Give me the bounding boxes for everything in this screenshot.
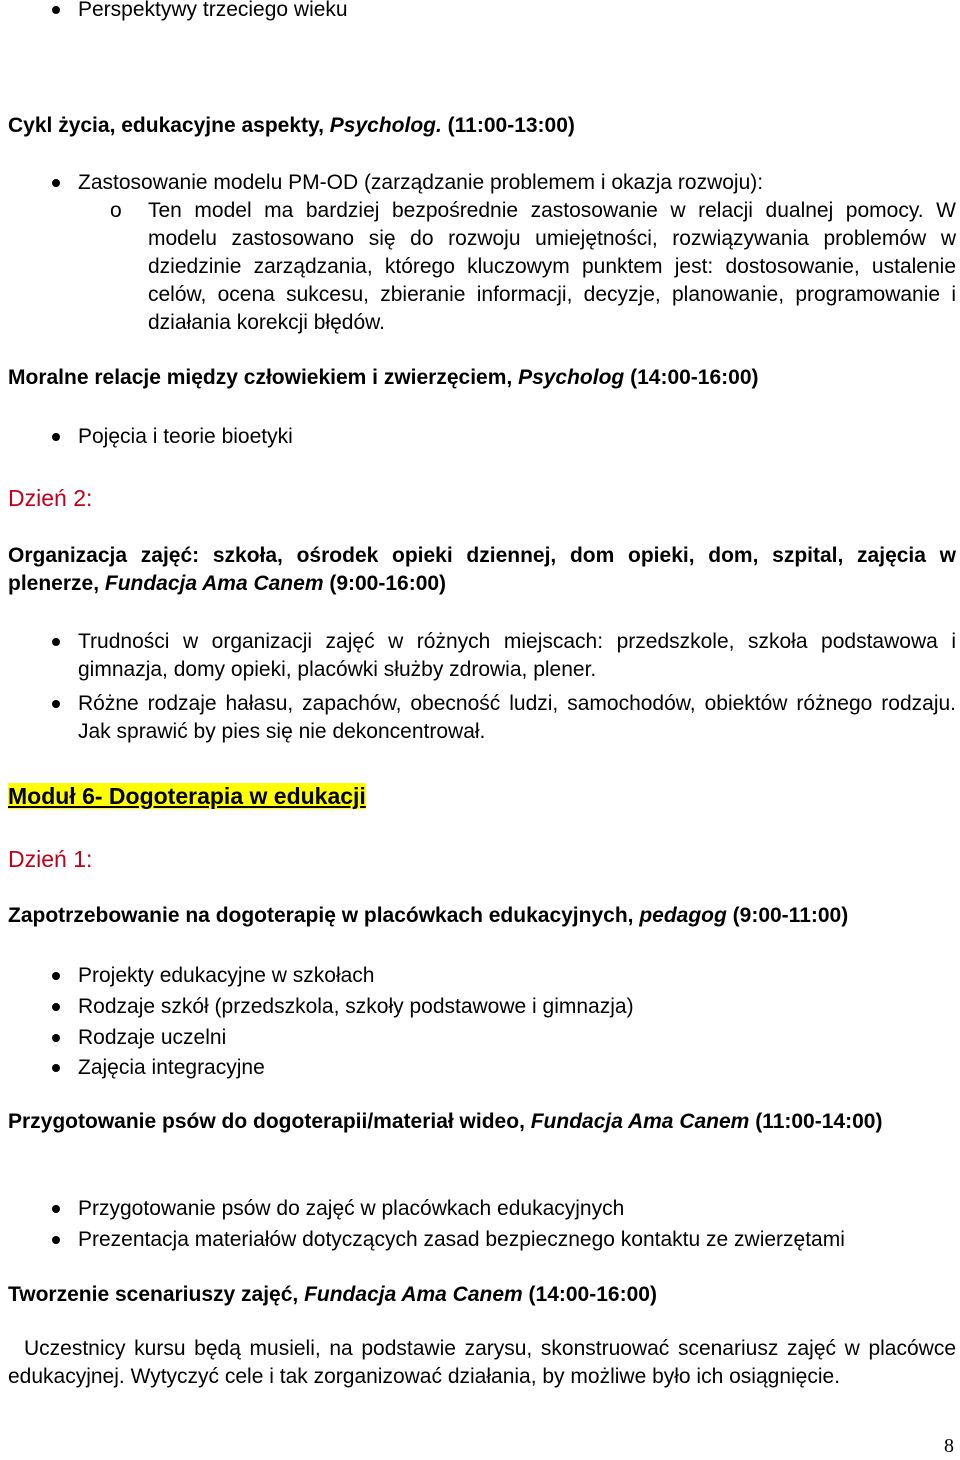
bullet-item: Zajęcia integracyjne bbox=[8, 1054, 956, 1082]
bullet-item: Trudności w organizacji zajęć w różnych miejscach: przedszkole, szkoła podstawowa i gimnazja, domy opieki, placówki służby zdrowia, plener. bbox=[8, 628, 956, 684]
heading-time: (9:00-16:00) bbox=[323, 572, 447, 595]
sub-bullet-text: Ten model ma bardziej bezpośrednie zastosowanie w relacji dualnej pomocy. W modelu zastosowano się do rozwoju umiejętności, rozwiązywania problemów w dziedzinie zarządzania, którego kluczowym punktem jest: dostosowanie, ustalenie celów, ocena sukcesu, zbieranie informacji, decyzje, planowanie, programowanie i działania korekcji błędów. bbox=[148, 199, 956, 334]
sub-bullet-marker: o bbox=[110, 199, 122, 222]
bullet-item: Przygotowanie psów do zajęć w placówkach edukacyjnych bbox=[8, 1195, 956, 1223]
heading-role: pedagog bbox=[639, 904, 727, 927]
bullet-item: Projekty edukacyjne w szkołach bbox=[8, 962, 956, 990]
heading-text: Tworzenie scenariuszy zajęć, bbox=[8, 1283, 305, 1306]
heading-text: Moralne relacje między człowiekiem i zwierzęciem, bbox=[8, 366, 519, 389]
section-heading bbox=[8, 1108, 956, 1136]
paragraph: Uczestnicy kursu będą musieli, na podstawie zarysu, skonstruować scenariusz zajęć w placówce edukacyjnej. Wytyczyć cele i tak zorganizować działania, by możliwe było ich osiągnięcie. bbox=[8, 1337, 956, 1388]
section-heading bbox=[8, 364, 956, 392]
section-heading bbox=[8, 1281, 956, 1309]
module-heading bbox=[8, 782, 956, 812]
section-heading bbox=[8, 542, 956, 598]
section-heading bbox=[8, 112, 956, 140]
bullet-item: Perspektywy trzeciego wieku bbox=[8, 0, 956, 24]
heading-time: (14:00-16:00) bbox=[522, 1283, 657, 1306]
day-heading: Dzień 1: bbox=[8, 846, 93, 872]
day-heading: Dzień 2: bbox=[8, 485, 93, 511]
page-number: 8 bbox=[944, 1435, 954, 1457]
heading-time: (11:00-14:00) bbox=[749, 1110, 883, 1133]
heading-role: Fundacja Ama Canem bbox=[304, 1283, 523, 1306]
heading-time: (11:00-13:00) bbox=[441, 114, 575, 137]
module-title: Moduł 6- Dogoterapia w edukacji bbox=[8, 783, 366, 809]
heading-role: Psycholog. bbox=[329, 114, 442, 137]
heading-time: (9:00-11:00) bbox=[726, 904, 849, 927]
heading-role: Fundacja Ama Canem bbox=[104, 572, 324, 595]
sub-bullet-item bbox=[110, 197, 956, 337]
bullet-item: Różne rodzaje hałasu, zapachów, obecność ludzi, samochodów, obiektów różnego rodzaju. Jak sprawić by pies się nie dekoncentrował. bbox=[8, 690, 956, 746]
bullet-item: Zastosowanie modelu PM-OD (zarządzanie problemem i okazja rozwoju): bbox=[8, 169, 956, 197]
heading-text: Zapotrzebowanie na dogoterapię w placówkach edukacyjnych, bbox=[8, 904, 640, 927]
heading-text: Cykl życia, edukacyjne aspekty, bbox=[8, 114, 330, 137]
heading-role: Psycholog bbox=[518, 366, 625, 389]
section-heading bbox=[8, 902, 956, 930]
bullet-item: Rodzaje uczelni bbox=[8, 1024, 956, 1052]
heading-time: (14:00-16:00) bbox=[624, 366, 759, 389]
heading-text: Organizacja zajęć: szkoła, ośrodek opieki dziennej, dom opieki, dom, szpital, zajęcia w plenerze, bbox=[8, 544, 956, 595]
heading-role: Fundacja Ama Canem bbox=[530, 1110, 750, 1133]
bullet-item: Rodzaje szkół (przedszkola, szkoły podstawowe i gimnazja) bbox=[8, 993, 956, 1021]
bullet-item: Prezentacja materiałów dotyczących zasad bezpiecznego kontaktu ze zwierzętami bbox=[8, 1226, 956, 1254]
heading-text: Przygotowanie psów do dogoterapii/materiał wideo, bbox=[8, 1110, 531, 1133]
bullet-item: Pojęcia i teorie bioetyki bbox=[8, 423, 956, 451]
